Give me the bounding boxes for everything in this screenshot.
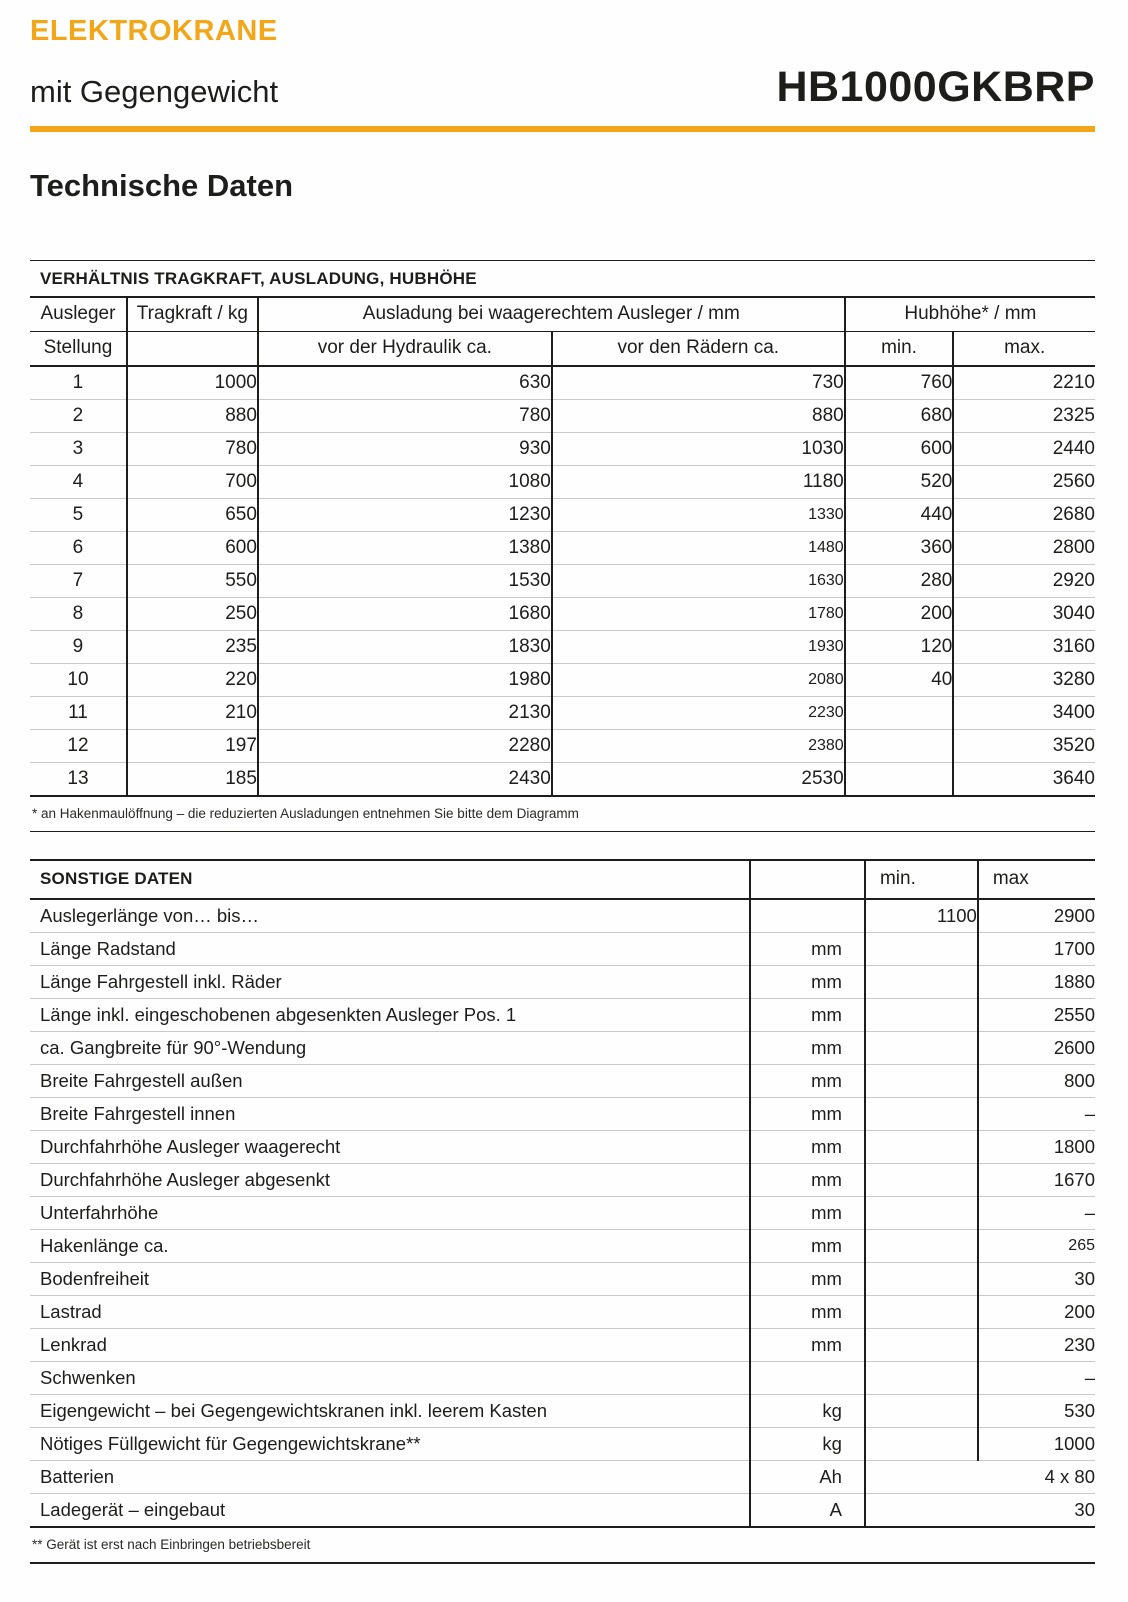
other-data-row [30,1064,1095,1097]
cell-max: 1000 [978,1427,1095,1460]
cell-max: 2600 [978,1031,1095,1064]
other-data-row [30,965,1095,998]
cell-hub-max: 2920 [953,564,1095,597]
cell-hub-max: 3640 [953,762,1095,796]
cell-label: Durchfahrhöhe Ausleger abgesenkt [30,1163,750,1196]
header-stellung: Stellung [30,331,127,366]
cell-min: 1100 [865,899,978,933]
cell-min [865,998,978,1031]
cell-label: Unterfahrhöhe [30,1196,750,1229]
other-data-table [30,861,1095,1528]
cell-tragkraft: 1000 [127,366,258,400]
cell-hub-min [845,696,954,729]
cell-min [865,1262,978,1295]
capacity-table-title: VERHÄLTNIS TRAGKRAFT, AUSLADUNG, HUBHÖHE [30,261,1095,298]
other-data-row [30,1427,1095,1460]
cell-raedern: 880 [552,399,845,432]
other-data-footnote: ** Gerät ist erst nach Einbringen betriebsbereit [30,1528,1095,1564]
cell-min [865,1163,978,1196]
cell-raedern: 730 [552,366,845,400]
capacity-row [30,762,1095,796]
cell-label: Auslegerlänge von… bis… [40,904,260,926]
cell-max: 200 [978,1295,1095,1328]
cell-hub-min: 600 [845,432,954,465]
cell-tragkraft: 250 [127,597,258,630]
cell-raedern: 1480 [552,531,845,564]
cell-stellung: 11 [30,696,127,729]
cell-tragkraft: 197 [127,729,258,762]
cell-raedern: 2530 [552,762,845,796]
cell-min [865,1229,978,1262]
cell-label: Batterien [30,1460,750,1493]
capacity-header-row-bottom [30,331,1095,366]
cell-hub-min: 40 [845,663,954,696]
cell-unit: mm [750,1328,865,1361]
capacity-header-row-top [30,298,1095,332]
cell-hub-max: 3160 [953,630,1095,663]
capacity-footnote: * an Hakenmaulöffnung – die reduzierten Ausladungen entnehmen Sie bitte dem Diagramm [30,797,1095,832]
cell-label: Durchfahrhöhe Ausleger waagerecht [30,1130,750,1163]
cell-stellung: 10 [30,663,127,696]
cell-tragkraft: 600 [127,531,258,564]
cell-unit: mm [750,932,865,965]
brand-subtitle: mit Gegengewicht [30,73,279,109]
cell-hub-max: 2800 [953,531,1095,564]
cell-stellung: 1 [72,371,84,393]
cell-raedern: 2080 [552,663,845,696]
cell-hub-max: 2440 [953,432,1095,465]
cell-stellung: 7 [30,564,127,597]
cell-hub-min: 200 [845,597,954,630]
cell-hydraulik: 930 [258,432,552,465]
cell-stellung: 12 [30,729,127,762]
cell-hydraulik: 1080 [258,465,552,498]
capacity-row [30,432,1095,465]
cell-max: 1700 [978,932,1095,965]
cell-stellung: 4 [30,465,127,498]
cell-tragkraft: 210 [127,696,258,729]
cell-hydraulik: 1830 [258,630,552,663]
cell-label: Bodenfreiheit [30,1262,750,1295]
cell-max: 1880 [978,965,1095,998]
cell-min [865,1295,978,1328]
cell-tragkraft: 880 [127,399,258,432]
other-data-row [30,998,1095,1031]
capacity-row [30,366,1095,400]
header-vor-der-hydraulik: vor der Hydraulik ca. [258,331,552,366]
cell-value: 30 [865,1493,1095,1527]
cell-stellung: 3 [30,432,127,465]
cell-hydraulik: 2430 [258,762,552,796]
cell-label: Hakenlänge ca. [30,1229,750,1262]
other-data-row [30,899,1095,933]
cell-min [865,965,978,998]
cell-stellung: 5 [30,498,127,531]
cell-raedern: 2230 [552,696,845,729]
cell-hub-min: 680 [845,399,954,432]
cell-unit [750,899,865,933]
cell-raedern: 1180 [552,465,845,498]
cell-raedern: 1330 [552,498,845,531]
capacity-row [30,399,1095,432]
cell-tragkraft: 185 [127,762,258,796]
cell-min [865,1196,978,1229]
cell-max: 1670 [978,1163,1095,1196]
brand-title: ELEKTROKRANE [30,15,278,47]
cell-label: Breite Fahrgestell innen [30,1097,750,1130]
cell-hydraulik: 2130 [258,696,552,729]
cell-max: 2550 [978,998,1095,1031]
cell-hydraulik: 1980 [258,663,552,696]
other-data-section [30,859,1095,1564]
cell-min [865,1031,978,1064]
other-data-row [30,1460,1095,1493]
cell-hydraulik: 630 [258,366,552,400]
capacity-row [30,564,1095,597]
cell-label: Eigengewicht – bei Gegengewichtskranen inkl. leerem Kasten [30,1394,750,1427]
header-hubhoehe-max: max. [953,331,1095,366]
cell-unit: mm [750,1262,865,1295]
cell-hub-min: 280 [845,564,954,597]
cell-tragkraft: 780 [127,432,258,465]
other-data-row [30,1262,1095,1295]
cell-label: Länge Fahrgestell inkl. Räder [30,965,750,998]
cell-label: Breite Fahrgestell außen [30,1064,750,1097]
header-vor-den-raedern: vor den Rädern ca. [552,331,845,366]
other-data-title: SONSTIGE DATEN [30,861,750,899]
other-data-row [30,1493,1095,1527]
cell-min [865,1328,978,1361]
cell-label: Ladegerät – eingebaut [30,1493,750,1527]
masthead [30,16,1095,132]
model-number: HB1000GKBRP [776,62,1095,111]
cell-label: Lenkrad [30,1328,750,1361]
cell-stellung: 8 [30,597,127,630]
cell-hub-min: 360 [845,531,954,564]
cell-unit: Ah [750,1460,865,1493]
cell-hub-min: 440 [845,498,954,531]
other-data-header-row [30,861,1095,899]
cell-min [865,1361,978,1394]
cell-hydraulik: 1230 [258,498,552,531]
cell-max: 30 [978,1262,1095,1295]
cell-max: – [978,1196,1095,1229]
other-data-row [30,1196,1095,1229]
cell-max: 530 [978,1394,1095,1427]
cell-hub-max: 2325 [953,399,1095,432]
capacity-row [30,663,1095,696]
header-hubhoehe-group: Hubhöhe* / mm [845,298,1095,332]
cell-stellung: 9 [30,630,127,663]
cell-unit: kg [750,1394,865,1427]
cell-tragkraft: 650 [127,498,258,531]
cell-label: Länge Radstand [30,932,750,965]
other-data-row [30,1328,1095,1361]
cell-min [865,1130,978,1163]
cell-min [865,1427,978,1460]
cell-max: – [978,1361,1095,1394]
other-data-row [30,1130,1095,1163]
cell-unit [750,1361,865,1394]
capacity-table [30,298,1095,797]
cell-raedern: 1630 [552,564,845,597]
other-data-row [30,1394,1095,1427]
cell-label: Lastrad [30,1295,750,1328]
header-min: min. [865,861,978,899]
capacity-row [30,465,1095,498]
cell-label: Länge inkl. eingeschobenen abgesenkten Ausleger Pos. 1 [30,998,750,1031]
cell-hub-min [845,729,954,762]
other-data-row [30,1295,1095,1328]
cell-max: 2900 [978,899,1095,933]
cell-unit: kg [750,1427,865,1460]
header-ausladung-group: Ausladung bei waagerechtem Ausleger / mm [258,298,845,332]
cell-stellung: 13 [30,762,127,796]
capacity-row [30,498,1095,531]
header-ausleger: Ausleger [30,298,127,332]
cell-min [865,1097,978,1130]
accent-divider [30,126,1095,132]
cell-hub-max: 3040 [953,597,1095,630]
cell-hub-max: 3280 [953,663,1095,696]
cell-hydraulik: 1380 [258,531,552,564]
cell-label: Nötiges Füllgewicht für Gegengewichtskrane** [30,1427,750,1460]
header-empty [127,331,258,366]
header-unit-empty [750,861,865,899]
cell-tragkraft: 220 [127,663,258,696]
cell-hub-max: 3520 [953,729,1095,762]
cell-unit: mm [750,965,865,998]
cell-raedern: 2380 [552,729,845,762]
cell-max: 265 [978,1229,1095,1262]
cell-min [865,932,978,965]
header-tragkraft: Tragkraft / kg [127,298,258,332]
capacity-row [30,630,1095,663]
cell-hub-max: 2680 [953,498,1095,531]
capacity-row [30,696,1095,729]
cell-min [865,1064,978,1097]
cell-tragkraft: 700 [127,465,258,498]
cell-max: – [978,1097,1095,1130]
cell-raedern: 1930 [552,630,845,663]
header-hubhoehe-min: min. [845,331,954,366]
cell-min [865,1394,978,1427]
other-data-row [30,1361,1095,1394]
other-data-row [30,1163,1095,1196]
cell-unit: mm [750,1196,865,1229]
subtitle-row [30,62,1095,111]
cell-hydraulik: 1680 [258,597,552,630]
capacity-row [30,729,1095,762]
cell-unit: mm [750,1163,865,1196]
other-data-row [30,932,1095,965]
page-title: Technische Daten [30,167,294,203]
capacity-row [30,597,1095,630]
cell-max: 800 [978,1064,1095,1097]
cell-stellung: 2 [30,399,127,432]
other-data-row [30,1097,1095,1130]
cell-value: 4 x 80 [865,1460,1095,1493]
cell-unit: mm [750,1031,865,1064]
cell-max: 1800 [978,1130,1095,1163]
cell-max: 230 [978,1328,1095,1361]
cell-raedern: 1030 [552,432,845,465]
cell-unit: A [750,1493,865,1527]
cell-tragkraft: 550 [127,564,258,597]
cell-hub-min [845,762,954,796]
cell-unit: mm [750,1097,865,1130]
other-data-row [30,1031,1095,1064]
capacity-row [30,531,1095,564]
cell-unit: mm [750,1064,865,1097]
header-max: max [978,861,1095,899]
cell-unit: mm [750,1130,865,1163]
cell-unit: mm [750,1295,865,1328]
cell-hub-min: 760 [845,366,954,400]
cell-stellung: 6 [30,531,127,564]
cell-raedern: 1780 [552,597,845,630]
cell-unit: mm [750,998,865,1031]
capacity-table-section [30,260,1095,832]
cell-hub-max: 2210 [953,366,1095,400]
cell-tragkraft: 235 [127,630,258,663]
cell-label: Schwenken [30,1361,750,1394]
cell-hub-max: 2560 [953,465,1095,498]
cell-hydraulik: 780 [258,399,552,432]
cell-label: ca. Gangbreite für 90°-Wendung [30,1031,750,1064]
cell-hydraulik: 1530 [258,564,552,597]
cell-hub-max: 3400 [953,696,1095,729]
cell-unit: mm [750,1229,865,1262]
other-data-row [30,1229,1095,1262]
cell-hydraulik: 2280 [258,729,552,762]
cell-hub-min: 120 [845,630,954,663]
cell-hub-min: 520 [845,465,954,498]
